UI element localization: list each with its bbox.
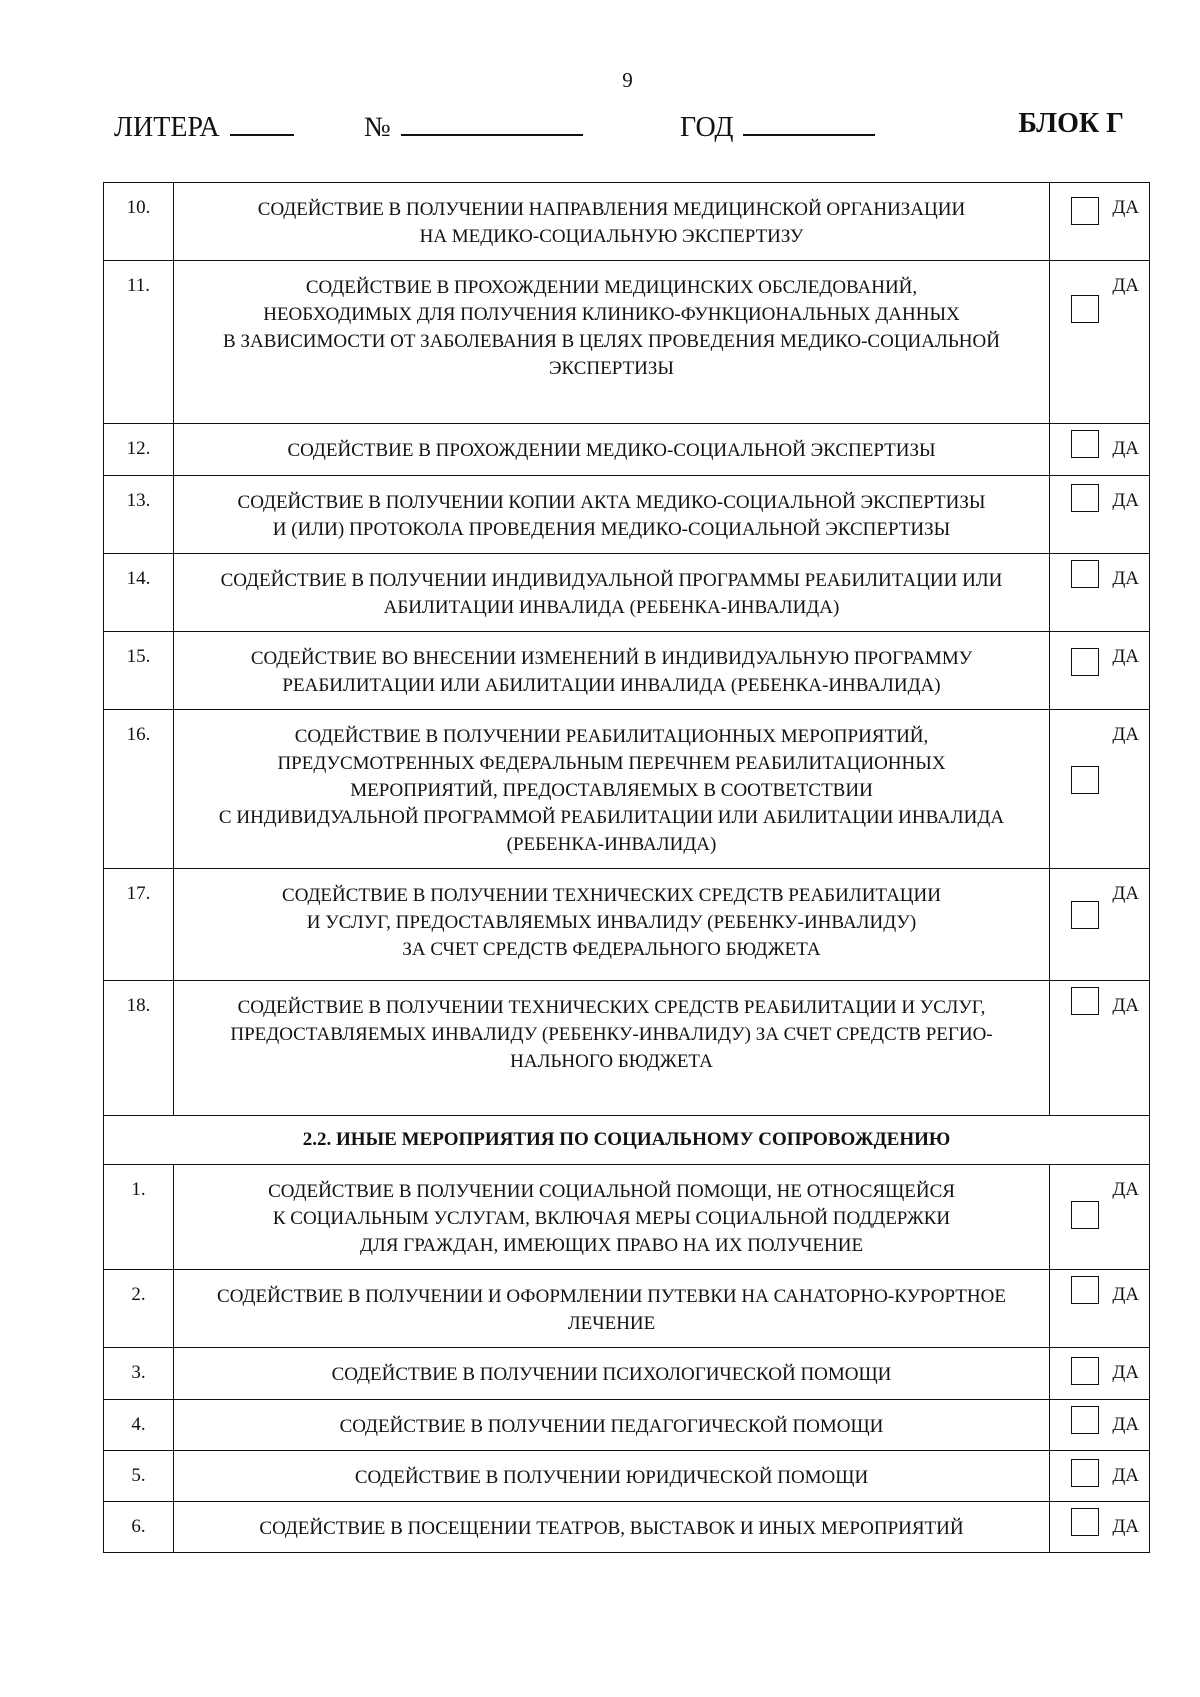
description-line: СОДЕЙСТВИЕ В ПОЛУЧЕНИИ ТЕХНИЧЕСКИХ СРЕДСТВ РЕАБИЛИТАЦИИ И УСЛУГ,	[237, 997, 986, 1018]
row-number: 6.	[104, 1502, 174, 1553]
table-row	[104, 1502, 1150, 1553]
yes-checkbox[interactable]	[1071, 648, 1099, 676]
yes-checkbox[interactable]	[1071, 987, 1099, 1015]
row-number: 14.	[104, 554, 174, 632]
checkbox-cell	[1050, 1451, 1150, 1502]
description-line: СОДЕЙСТВИЕ В ПОЛУЧЕНИИ ИНДИВИДУАЛЬНОЙ ПРОГРАММЫ РЕАБИЛИТАЦИИ ИЛИ	[220, 570, 1003, 591]
description-line: СОДЕЙСТВИЕ В ПОСЕЩЕНИИ ТЕАТРОВ, ВЫСТАВОК И ИНЫХ МЕРОПРИЯТИЙ	[259, 1518, 964, 1539]
checkbox-cell	[1050, 554, 1150, 632]
row-number: 2.	[104, 1270, 174, 1348]
yes-checkbox[interactable]	[1071, 295, 1099, 323]
service-description	[174, 183, 1050, 261]
number-input-line[interactable]	[401, 108, 583, 136]
description-line: СОДЕЙСТВИЕ В ПОЛУЧЕНИИ ПСИХОЛОГИЧЕСКОЙ ПОМОЩИ	[331, 1364, 892, 1385]
yes-checkbox[interactable]	[1071, 1276, 1099, 1304]
row-number: 13.	[104, 476, 174, 554]
yes-checkbox[interactable]	[1071, 197, 1099, 225]
service-description	[174, 1502, 1050, 1553]
yes-checkbox[interactable]	[1071, 901, 1099, 929]
litera-input-line[interactable]	[230, 108, 294, 136]
description-line: СОДЕЙСТВИЕ В ПРОХОЖДЕНИИ МЕДИЦИНСКИХ ОБСЛЕДОВАНИЙ,	[305, 277, 918, 298]
description-line: К СОЦИАЛЬНЫМ УСЛУГАМ, ВКЛЮЧАЯ МЕРЫ СОЦИАЛЬНОЙ ПОДДЕРЖКИ	[272, 1208, 951, 1229]
row-number: 1.	[104, 1165, 174, 1270]
table-row	[104, 869, 1150, 981]
description-line: СОДЕЙСТВИЕ В ПРОХОЖДЕНИИ МЕДИКО-СОЦИАЛЬНОЙ ЭКСПЕРТИЗЫ	[287, 440, 936, 461]
checkbox-cell	[1050, 476, 1150, 554]
yes-label: ДА	[1112, 490, 1139, 511]
service-description	[174, 632, 1050, 710]
yes-label: ДА	[1112, 1516, 1139, 1537]
checkbox-cell	[1050, 632, 1150, 710]
row-number: 4.	[104, 1400, 174, 1451]
table-row	[104, 183, 1150, 261]
table-row	[104, 261, 1150, 424]
description-line: СОДЕЙСТВИЕ В ПОЛУЧЕНИИ И ОФОРМЛЕНИИ ПУТЕВКИ НА САНАТОРНО-КУРОРТНОЕ	[217, 1286, 1006, 1307]
description-line: СОДЕЙСТВИЕ В ПОЛУЧЕНИИ ПЕДАГОГИЧЕСКОЙ ПОМОЩИ	[339, 1416, 884, 1437]
yes-checkbox[interactable]	[1071, 1459, 1099, 1487]
description-line: МЕРОПРИЯТИЙ, ПРЕДОСТАВЛЯЕМЫХ В СООТВЕТСТВИИ	[350, 780, 873, 801]
description-line: СОДЕЙСТВИЕ В ПОЛУЧЕНИИ НАПРАВЛЕНИЯ МЕДИЦИНСКОЙ ОРГАНИЗАЦИИ	[257, 199, 966, 220]
checkbox-cell	[1050, 1502, 1150, 1553]
service-description	[174, 1400, 1050, 1451]
description-line: СОДЕЙСТВИЕ В ПОЛУЧЕНИИ КОПИИ АКТА МЕДИКО-СОЦИАЛЬНОЙ ЭКСПЕРТИЗЫ	[237, 492, 986, 513]
table-row	[104, 424, 1150, 476]
row-number: 10.	[104, 183, 174, 261]
yes-label: ДА	[1112, 1414, 1139, 1435]
service-description	[174, 710, 1050, 869]
checkbox-cell	[1050, 869, 1150, 981]
block-label: БЛОК Г	[1018, 108, 1124, 139]
table-row	[104, 1165, 1150, 1270]
description-line: РЕАБИЛИТАЦИИ ИЛИ АБИЛИТАЦИИ ИНВАЛИДА (РЕБЕНКА-ИНВАЛИДА)	[282, 675, 941, 696]
yes-label: ДА	[1112, 438, 1139, 459]
row-number: 16.	[104, 710, 174, 869]
service-description	[174, 869, 1050, 981]
description-line: СОДЕЙСТВИЕ В ПОЛУЧЕНИИ РЕАБИЛИТАЦИОННЫХ МЕРОПРИЯТИЙ,	[294, 726, 929, 747]
row-number: 15.	[104, 632, 174, 710]
row-number: 18.	[104, 981, 174, 1116]
yes-checkbox[interactable]	[1071, 1406, 1099, 1434]
row-number: 3.	[104, 1348, 174, 1400]
row-number: 11.	[104, 261, 174, 424]
litera-label: ЛИТЕРА	[114, 112, 220, 143]
yes-label: ДА	[1112, 275, 1139, 296]
service-description	[174, 1451, 1050, 1502]
table-row	[104, 1451, 1150, 1502]
yes-checkbox[interactable]	[1071, 1201, 1099, 1229]
yes-label: ДА	[1112, 568, 1139, 589]
service-description	[174, 424, 1050, 476]
table-row	[104, 1400, 1150, 1451]
yes-checkbox[interactable]	[1071, 560, 1099, 588]
description-line: В ЗАВИСИМОСТИ ОТ ЗАБОЛЕВАНИЯ В ЦЕЛЯХ ПРОВЕДЕНИЯ МЕДИКО-СОЦИАЛЬНОЙ	[223, 331, 1000, 352]
description-line: И (ИЛИ) ПРОТОКОЛА ПРОВЕДЕНИЯ МЕДИКО-СОЦИАЛЬНОЙ ЭКСПЕРТИЗЫ	[272, 519, 951, 540]
description-line: СОДЕЙСТВИЕ В ПОЛУЧЕНИИ ЮРИДИЧЕСКОЙ ПОМОЩИ	[354, 1467, 869, 1488]
table-row	[104, 554, 1150, 632]
service-description	[174, 261, 1050, 424]
checkbox-cell	[1050, 261, 1150, 424]
service-description	[174, 1348, 1050, 1400]
row-number: 5.	[104, 1451, 174, 1502]
service-description	[174, 1270, 1050, 1348]
form-header	[114, 108, 1124, 148]
description-line: И УСЛУГ, ПРЕДОСТАВЛЯЕМЫХ ИНВАЛИДУ (РЕБЕНКУ-ИНВАЛИДУ)	[306, 912, 917, 933]
description-line: ЗА СЧЕТ СРЕДСТВ ФЕДЕРАЛЬНОГО БЮДЖЕТА	[402, 939, 821, 960]
description-line: ЭКСПЕРТИЗЫ	[549, 358, 674, 379]
page-number: 9	[622, 68, 633, 92]
description-line: ПРЕДОСТАВЛЯЕМЫХ ИНВАЛИДУ (РЕБЕНКУ-ИНВАЛИДУ) ЗА СЧЕТ СРЕДСТВ РЕГИО-	[230, 1024, 993, 1045]
description-line: ЛЕЧЕНИЕ	[567, 1313, 656, 1334]
litera-field	[114, 108, 294, 144]
yes-label: ДА	[1112, 1179, 1139, 1200]
description-line: СОДЕЙСТВИЕ В ПОЛУЧЕНИИ СОЦИАЛЬНОЙ ПОМОЩИ, НЕ ОТНОСЯЩЕЙСЯ	[268, 1181, 955, 1202]
yes-checkbox[interactable]	[1071, 484, 1099, 512]
yes-checkbox[interactable]	[1071, 1508, 1099, 1536]
section-title: 2.2. ИНЫЕ МЕРОПРИЯТИЯ ПО СОЦИАЛЬНОМУ СОПРОВОЖДЕНИЮ	[104, 1116, 1150, 1165]
checkbox-cell	[1050, 1165, 1150, 1270]
yes-label: ДА	[1112, 1465, 1139, 1486]
service-description	[174, 476, 1050, 554]
yes-label: ДА	[1112, 1362, 1139, 1383]
table-row	[104, 1348, 1150, 1400]
description-line: СОДЕЙСТВИЕ В ПОЛУЧЕНИИ ТЕХНИЧЕСКИХ СРЕДСТВ РЕАБИЛИТАЦИИ	[282, 885, 941, 906]
section-row	[104, 1116, 1150, 1165]
yes-label: ДА	[1112, 883, 1139, 904]
description-line: АБИЛИТАЦИИ ИНВАЛИДА (РЕБЕНКА-ИНВАЛИДА)	[383, 597, 840, 618]
table-row	[104, 632, 1150, 710]
service-description	[174, 981, 1050, 1116]
year-label: ГОД	[680, 112, 734, 143]
table-row	[104, 981, 1150, 1116]
yes-label: ДА	[1112, 995, 1139, 1016]
yes-label: ДА	[1112, 197, 1139, 218]
year-input-line[interactable]	[743, 108, 875, 136]
table-row	[104, 476, 1150, 554]
row-number: 12.	[104, 424, 174, 476]
description-line: ПРЕДУСМОТРЕННЫХ ФЕДЕРАЛЬНЫМ ПЕРЕЧНЕМ РЕАБИЛИТАЦИОННЫХ	[277, 753, 946, 774]
yes-checkbox[interactable]	[1071, 1357, 1099, 1385]
table-row	[104, 710, 1150, 869]
services-table	[103, 182, 1150, 1553]
checkbox-cell	[1050, 981, 1150, 1116]
description-line: (РЕБЕНКА-ИНВАЛИДА)	[506, 834, 717, 855]
checkbox-cell	[1050, 1400, 1150, 1451]
yes-label: ДА	[1112, 1284, 1139, 1305]
description-line: НА МЕДИКО-СОЦИАЛЬНУЮ ЭКСПЕРТИЗУ	[419, 226, 804, 247]
yes-checkbox[interactable]	[1071, 766, 1099, 794]
number-label: №	[364, 112, 391, 143]
checkbox-cell	[1050, 1270, 1150, 1348]
checkbox-cell	[1050, 710, 1150, 869]
checkbox-cell	[1050, 424, 1150, 476]
checkbox-cell	[1050, 183, 1150, 261]
service-description	[174, 1165, 1050, 1270]
year-field	[680, 108, 875, 144]
yes-label: ДА	[1112, 724, 1139, 745]
description-line: НЕОБХОДИМЫХ ДЛЯ ПОЛУЧЕНИЯ КЛИНИКО-ФУНКЦИОНАЛЬНЫХ ДАННЫХ	[263, 304, 960, 325]
row-number: 17.	[104, 869, 174, 981]
yes-checkbox[interactable]	[1071, 430, 1099, 458]
description-line: СОДЕЙСТВИЕ ВО ВНЕСЕНИИ ИЗМЕНЕНИЙ В ИНДИВИДУАЛЬНУЮ ПРОГРАММУ	[250, 648, 973, 669]
checkbox-cell	[1050, 1348, 1150, 1400]
number-field	[364, 108, 583, 144]
description-line: НАЛЬНОГО БЮДЖЕТА	[510, 1051, 713, 1072]
table-row	[104, 1270, 1150, 1348]
description-line: ДЛЯ ГРАЖДАН, ИМЕЮЩИХ ПРАВО НА ИХ ПОЛУЧЕНИЕ	[359, 1235, 864, 1256]
description-line: С ИНДИВИДУАЛЬНОЙ ПРОГРАММОЙ РЕАБИЛИТАЦИИ ИЛИ АБИЛИТАЦИИ ИНВАЛИДА	[218, 807, 1005, 828]
service-description	[174, 554, 1050, 632]
yes-label: ДА	[1112, 646, 1139, 667]
